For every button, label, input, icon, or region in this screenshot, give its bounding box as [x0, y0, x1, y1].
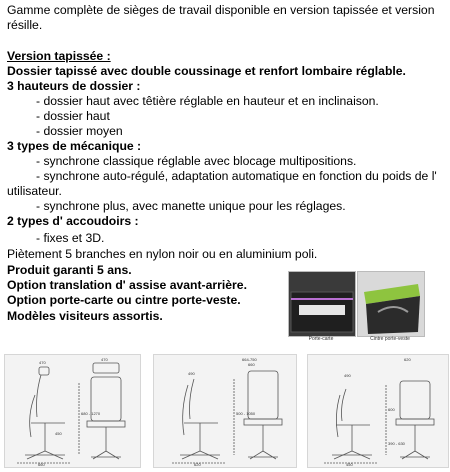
chair-drawing-high	[153, 354, 297, 468]
pietement-text: Piètement 5 branches en nylon noir ou en aluminium poli.	[7, 247, 318, 261]
feature-line: Option porte-carte ou cintre porte-veste.	[7, 293, 241, 307]
list-item: - synchrone auto-régulé, adaptation automatique en fonction du poids de l' utilisateur.	[7, 169, 437, 198]
feature-line: Modèles visiteurs assortis.	[7, 309, 163, 323]
dim-label: 450	[346, 462, 353, 467]
dim-label: 660	[38, 462, 45, 467]
photo-caption: Cintre porte-veste	[370, 336, 410, 342]
list-item: - dossier haut avec têtière réglable en hauteur et en inclinaison.	[36, 94, 379, 108]
dim-label: 660	[248, 362, 255, 367]
photo-caption: Porte-carte	[308, 336, 334, 342]
cintre-photo	[357, 271, 425, 337]
dim-label: 664-750	[242, 357, 257, 362]
list-item: - dossier haut	[36, 109, 110, 123]
dim-label: 620	[404, 357, 411, 362]
dim-label: 490	[344, 373, 351, 378]
hauteurs-title: 3 hauteurs de dossier :	[7, 79, 141, 93]
feature-line: Produit garanti 5 ans.	[7, 263, 132, 277]
dim-label: 470	[101, 357, 108, 362]
dim-label: 450	[55, 431, 62, 436]
dim-label: 470	[39, 360, 46, 365]
dim-label: 680 - 1270	[81, 411, 101, 416]
dim-label: 390 - 630	[388, 441, 405, 446]
accoudoirs-title: 2 types d' accoudoirs :	[7, 214, 139, 228]
version-title: Version tapissée :	[7, 49, 111, 63]
dim-label: 500 - 1050	[236, 411, 256, 416]
dim-label: 490	[188, 371, 195, 376]
dim-label: 600	[388, 407, 395, 412]
dim-label: 620	[194, 462, 201, 467]
list-item: - dossier moyen	[36, 124, 123, 138]
chair-drawing-medium	[307, 354, 449, 468]
dossier-text: Dossier tapissé avec double coussinage et renfort lombaire réglable.	[7, 64, 406, 78]
mecanique-title: 3 types de mécanique :	[7, 139, 142, 153]
list-item: - fixes et 3D.	[36, 231, 105, 245]
feature-line: Option translation d' assise avant-arrière.	[7, 278, 247, 292]
chair-drawing-high-headrest	[4, 354, 141, 468]
porte-carte-photo	[288, 271, 356, 337]
list-item: - synchrone plus, avec manette unique pour les réglages.	[36, 199, 346, 213]
intro-text: Gamme complète de sièges de travail disponible en version tapissée et version résille.	[7, 3, 435, 32]
list-item: - synchrone classique réglable avec blocage multipositions.	[36, 154, 357, 168]
